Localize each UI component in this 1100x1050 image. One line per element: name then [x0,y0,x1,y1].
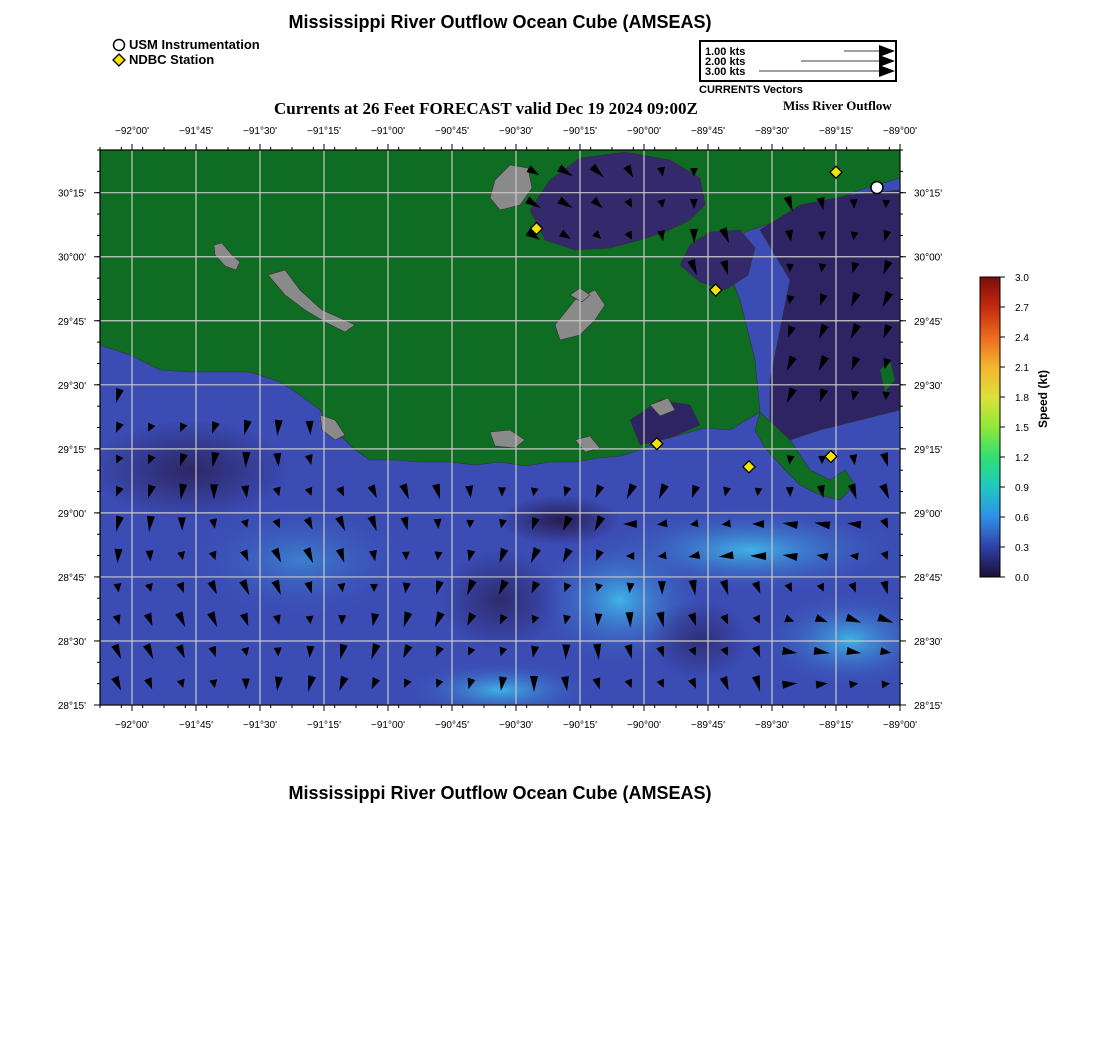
lat-label: 29°30' [914,380,943,392]
colorbar-tick-label: 0.0 [1015,573,1029,584]
lon-label: −89°15' [819,126,853,137]
lon-label: −89°30' [755,720,789,731]
lat-label: 29°15' [57,444,86,456]
lon-label: −90°30' [499,126,533,137]
lat-label: 30°15' [57,188,86,200]
lon-label: −89°00' [883,720,917,731]
lat-label: 30°00' [914,252,943,264]
colorbar-tick-label: 2.1 [1015,363,1029,374]
lon-label: −90°30' [499,720,533,731]
colorbar-tick-label: 1.5 [1015,423,1029,434]
vector-caption: CURRENTS Vectors [699,84,803,96]
legend-ndbc-label: NDBC Station [129,52,215,67]
lat-label: 29°15' [914,444,943,456]
lon-label: −90°45' [435,126,469,137]
region-label: Miss River Outflow [783,98,892,113]
lat-label: 30°15' [914,188,943,200]
colorbar-labels [1000,273,1029,584]
lon-label: −91°30' [243,720,277,731]
map-subtitle: Currents at 26 Feet FORECAST valid Dec 19 2024 09:00Z [274,99,698,118]
lat-label: 29°00' [914,508,943,520]
usm-station-marker[interactable] [871,182,883,194]
vector-scale-box [699,40,897,82]
colorbar-title: Speed (kt) [1036,369,1050,428]
lat-label: 29°45' [57,316,86,328]
lon-label: −92°00' [115,720,149,731]
lon-label: −89°30' [755,126,789,137]
lon-label: −92°00' [115,126,149,137]
colorbar [980,277,1000,577]
usm-circle-icon [112,38,126,52]
lat-label: 28°30' [914,636,943,648]
lon-label: −91°15' [307,126,341,137]
legend-ndbc [112,52,214,67]
colorbar-tick-label: 3.0 [1015,273,1029,284]
lat-labels-right [914,189,942,712]
map-area [90,150,943,720]
lat-labels-left [58,189,86,712]
lon-label: −89°00' [883,126,917,137]
lon-label: −91°00' [371,720,405,731]
vector-scale-1: 1.00 kts [705,46,746,58]
lat-label: 28°15' [57,701,86,712]
page-title: Mississippi River Outflow Ocean Cube (AMSEAS) [288,12,712,32]
page-title-bottom: Mississippi River Outflow Ocean Cube (AMSEAS) [288,783,712,803]
lon-labels-top [115,126,917,137]
colorbar-tick-label: 2.4 [1015,333,1029,344]
lon-labels-bottom [115,720,917,731]
lon-label: −91°15' [307,720,341,731]
lon-label: −91°45' [179,720,213,731]
lat-label: 28°15' [914,701,943,712]
lon-label: −89°45' [691,126,725,137]
lon-label: −91°00' [371,126,405,137]
lat-label: 28°45' [57,572,86,584]
lon-label: −90°45' [435,720,469,731]
vector-scale-arrows [701,42,895,80]
colorbar-tick-label: 1.2 [1015,453,1029,464]
vector-scale-2: 2.00 kts [705,56,746,68]
lon-label: −90°15' [563,126,597,137]
colorbar-tick-label: 0.9 [1015,483,1029,494]
colorbar-tick-label: 0.3 [1015,543,1029,554]
lon-label: −90°00' [627,126,661,137]
lon-label: −91°30' [243,126,277,137]
lon-label: −90°00' [627,720,661,731]
lat-label: 30°00' [57,252,86,264]
lat-label: 29°45' [914,316,943,328]
vector-scale-3: 3.00 kts [705,66,746,78]
lon-label: −91°45' [179,126,213,137]
colorbar-tick-label: 0.6 [1015,513,1029,524]
lat-label: 29°00' [57,508,86,520]
legend-usm-label: USM Instrumentation [129,37,260,52]
lat-label: 28°45' [914,572,943,584]
legend-usm [112,37,260,52]
colorbar-tick-label: 1.8 [1015,393,1029,404]
lat-label: 28°30' [57,636,86,648]
lon-label: −90°15' [563,720,597,731]
lat-label: 29°30' [57,380,86,392]
colorbar-tick-label: 2.7 [1015,303,1029,314]
lon-label: −89°15' [819,720,853,731]
lon-label: −89°45' [691,720,725,731]
ndbc-diamond-icon [112,53,126,67]
